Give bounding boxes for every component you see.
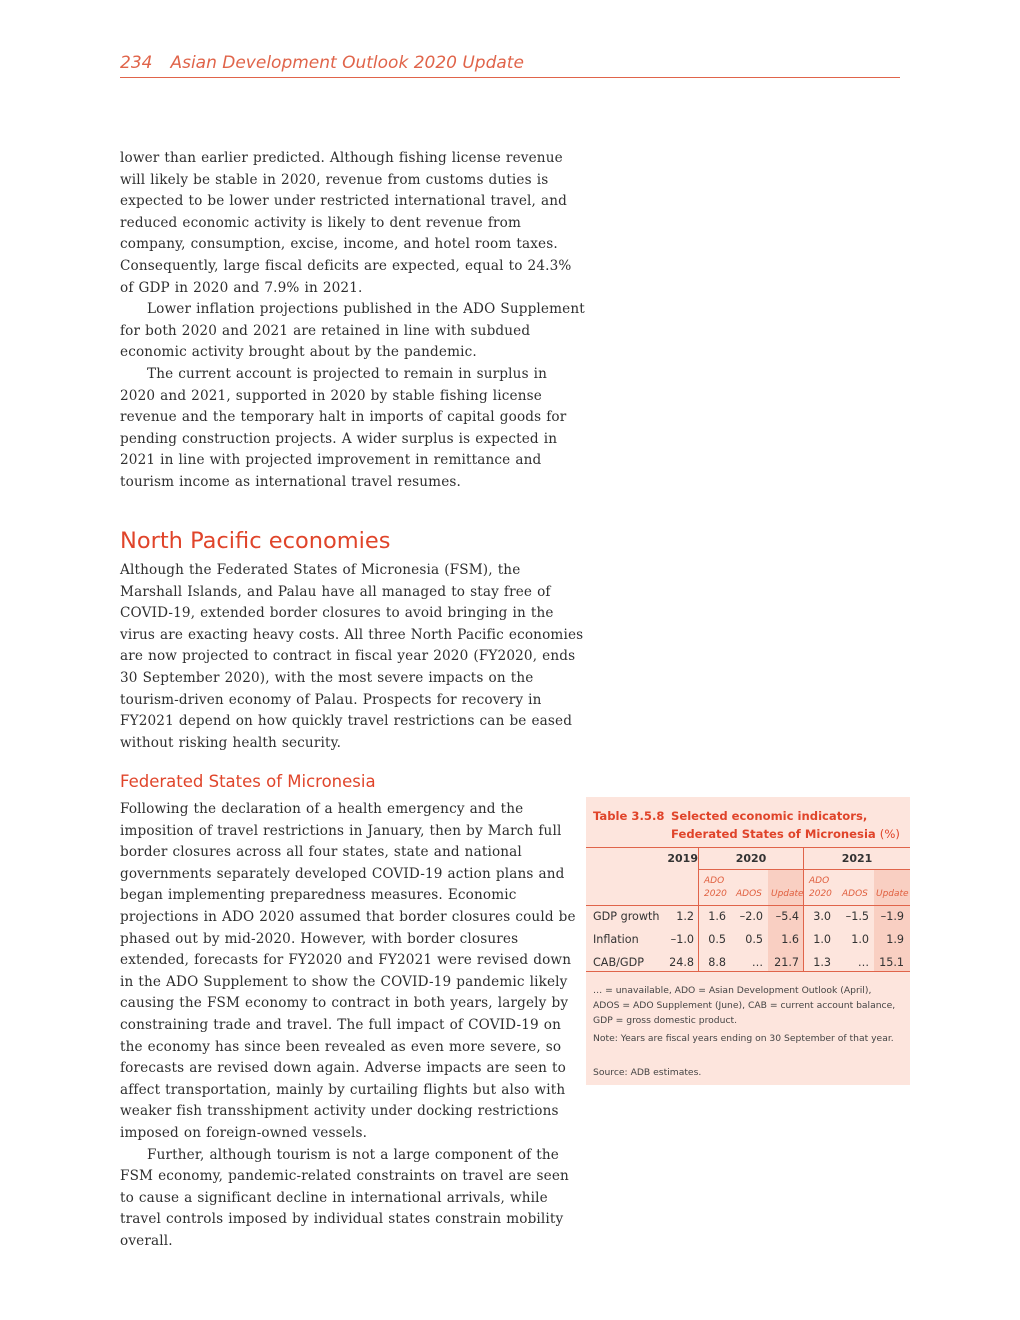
paragraph: The current account is projected to remain in surplus in 2020 and 2021, supported in 2020 by stable fishing license revenue and the temporary halt in imports of capital goods for pending construction projects. A wider surplus is expected in 2021 in line with projected improvement in remittance and tourism income as international travel resumes. [120, 365, 567, 490]
table-unit: (%) [879, 827, 900, 841]
cell-ados-2020: –2.0 [739, 910, 763, 923]
column-divider [698, 847, 699, 971]
paragraph: Following the declaration of a health emergency and the imposition of travel restrictions in January, then by March full border closures across all four states, state and national governments separately developed COVID-19 action plans and began implementing preparedness measures. Economic projections in ADO 2020 assumed that border closures could be phased out by mid-2020. However, with border closures extended, forecasts for FY2020 and FY2021 were revised down in the ADO Supplement to show the COVID-19 pandemic likely causing the FSM economy to contract in both years, largely by constraining trade and travel. The full impact of COVID-19 on the economy has since been revealed as even more severe, so forecasts are revised down again. Adverse impacts are seen to affect transportation, mainly by curtailing flights but also with weaker fish transshipment activity under docking restrictions imposed on foreign-owned vessels. [120, 801, 576, 1141]
year-2019: 2019 [667, 852, 698, 865]
table-years-note: Note: Years are fiscal years ending on 30 September of that year. [593, 1033, 894, 1044]
running-header [120, 52, 900, 78]
table-title-line1: Selected economic indicators, [671, 809, 868, 823]
body-text-bottom [120, 799, 582, 1252]
subhead-ados: ADOS [736, 889, 762, 899]
subhead-ado: ADO [809, 876, 830, 886]
cell-ados-2020: 0.5 [745, 933, 763, 946]
column-divider [803, 847, 804, 971]
cell-ado-2020: 8.8 [708, 956, 726, 969]
year-2020: 2020 [735, 852, 767, 865]
cell-2019: 24.8 [669, 956, 694, 969]
cell-ado-2021: 1.0 [813, 933, 831, 946]
section-intro [120, 560, 585, 754]
row-label: GDP growth [593, 910, 660, 923]
table-source: Source: ADB estimates. [593, 1067, 702, 1078]
economic-indicators-table [586, 797, 910, 1085]
cell-ado-2021: 3.0 [813, 910, 831, 923]
table-title-line2: Federated States of Micronesia [671, 827, 876, 841]
row-label: Inflation [593, 933, 639, 946]
year-2021: 2021 [841, 852, 873, 865]
paragraph: Lower inflation projections published in the ADO Supplement for both 2020 and 2021 are retained in line with subdued economic activity brought about by the pandemic. [120, 301, 585, 361]
body-text-top [120, 148, 585, 494]
cell-ados-2021: … [857, 956, 869, 969]
paragraph: Although the Federated States of Micronesia (FSM), the Marshall Islands, and Palau have all managed to stay free of COVID-19, extended border closures to avoid bringing in the virus are exacting heavy costs. All three North Pacific economies are now projected to contract in fiscal year 2020 (FY2020, ends 30 September 2020), with the most severe impacts on the tourism-driven economy of Palau. Prospects for recovery in FY2021 depend on how quickly travel restrictions can be eased without risking health security. [120, 562, 584, 751]
subhead-ados: ADOS [842, 889, 868, 899]
cell-ado-2020: 0.5 [708, 933, 726, 946]
cell-ados-2020: … [751, 956, 763, 969]
cell-2019: 1.2 [676, 910, 694, 923]
subsection-heading: Federated States of Micronesia [120, 772, 376, 791]
cell-update-2020: –5.4 [775, 910, 799, 923]
cell-update-2021: 15.1 [879, 956, 904, 969]
cell-ados-2021: 1.0 [851, 933, 869, 946]
paragraph: Further, although tourism is not a large component of the FSM economy, pandemic-related constraints on travel are seen to cause a significant decline in international arrivals, while travel controls imposed by individual states constrain mobility overall. [120, 1146, 569, 1249]
cell-ado-2020: 1.6 [708, 910, 726, 923]
subhead-update: Update [771, 889, 804, 899]
paragraph: lower than earlier predicted. Although fishing license revenue will likely be stable in 2020, revenue from customs duties is expected to be lower under restricted international travel, and reduced economic activity is likely to dent revenue from company, consumption, excise, income, and hotel room taxes. Consequently, large fiscal deficits are expected, equal to 24.3% of GDP in 2020 and 7.9% in 2021. [120, 150, 572, 296]
subhead-update: Update [876, 889, 909, 899]
subhead-ado: ADO [704, 876, 725, 886]
cell-update-2021: –1.9 [880, 910, 904, 923]
subhead-ado-year: 2020 [809, 889, 832, 899]
row-label: CAB/GDP [593, 956, 644, 969]
header-bottom-rule [586, 905, 910, 906]
section-heading: North Pacific economies [120, 528, 391, 554]
year-rule [698, 869, 910, 870]
table-top-rule [586, 847, 910, 848]
table-abbreviations-note: … = unavailable, ADO = Asian Development Outlook (April), ADOS = ADO Supplement (June), CAB = current account balance, GDP = gross domestic product. [593, 985, 896, 1026]
table-bottom-rule [586, 971, 910, 972]
cell-2019: –1.0 [670, 933, 694, 946]
cell-ado-2021: 1.3 [813, 956, 831, 969]
table-number: Table 3.5.8 [593, 809, 665, 823]
subhead-ado-year: 2020 [704, 889, 727, 899]
cell-update-2020: 1.6 [781, 933, 799, 946]
page-number: 234 [120, 53, 153, 73]
publication-title: Asian Development Outlook 2020 Update [170, 53, 524, 73]
cell-update-2020: 21.7 [774, 956, 799, 969]
cell-update-2021: 1.9 [886, 933, 904, 946]
cell-ados-2021: –1.5 [845, 910, 869, 923]
